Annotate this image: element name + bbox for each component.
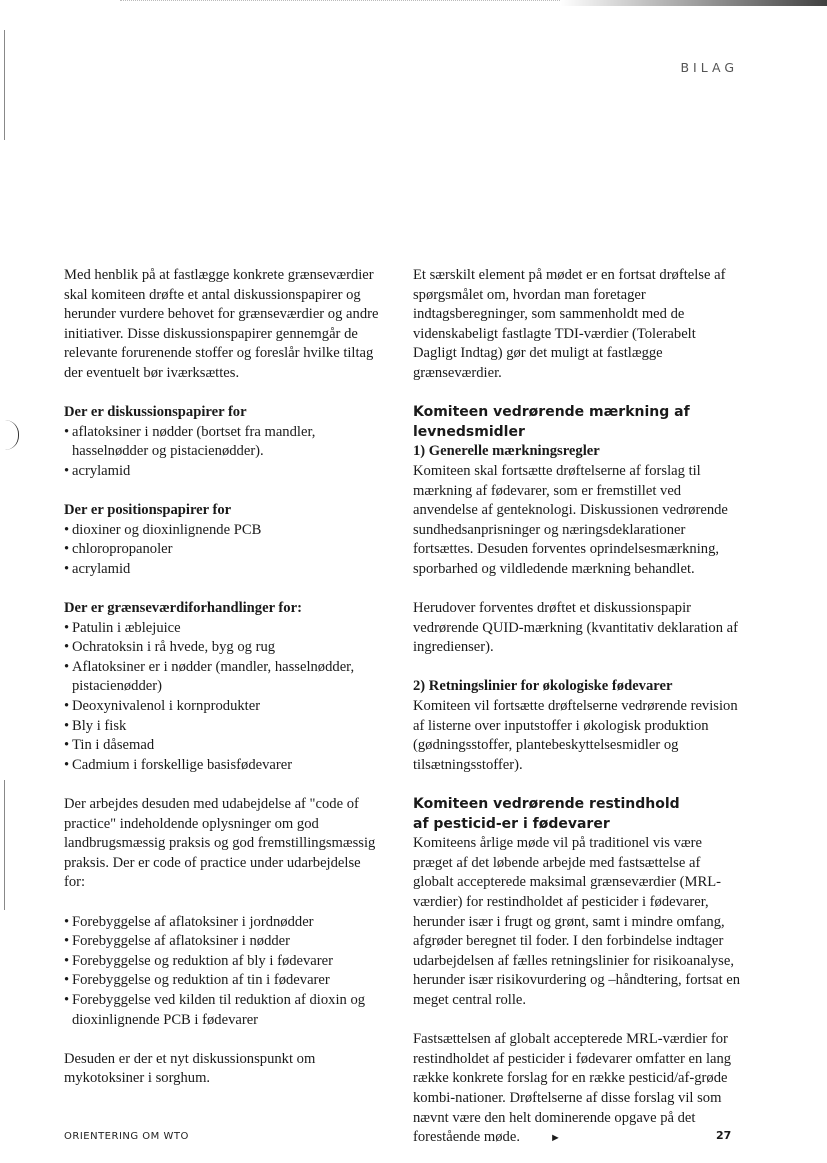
limit-heading: Der er grænseværdiforhandlinger for: bbox=[64, 600, 302, 617]
limit-list bbox=[64, 619, 384, 776]
code-of-practice-paragraph: Der arbejdes desuden med udabejdelse af "code of practice" indeholdende oplysninger om god landbrugsmæssig praksis og god fremstillingsmæssig praksis. Der er code of practice under udarbejdelse for: bbox=[64, 796, 376, 891]
mrl-text: Fastsættelsen af globalt accepterede MRL-værdier for restindholdet af pesticider i fødevarer omfatter en lang række konkrete forslag for en række pesticid/af-grøde kombi-nationer. Drøftelserne af disse forslag vil som nævnt være den helt dominerende opgave på det forestående møde. bbox=[413, 1031, 732, 1146]
intro-paragraph: Et særskilt element på mødet er en fortsat drøftelse af spørgsmålet om, hvordan man foretager indtagsberegninger, som sammenholdt med de videnskabeligt fastlagte TDI-værdier (Tolerabelt Dagligt Indtag) gør det muligt at fastlægge grænseværdier. bbox=[413, 267, 726, 381]
quid-paragraph: Herudover forventes drøftet et diskussionspapir vedrørende QUID-mærkning (kvantitativ deklaration af ingredienser). bbox=[413, 600, 739, 656]
left-column bbox=[64, 266, 384, 1089]
margin-mark bbox=[4, 420, 19, 450]
page-number: 27 bbox=[716, 1129, 732, 1142]
closing-paragraph: Desuden er der et nyt diskussionspunkt om mykotoksiner i sorghum. bbox=[64, 1050, 316, 1087]
residue-heading: Komiteen vedrørende restindhold bbox=[413, 796, 680, 813]
list-item: • Forebyggelse og reduktion af tin i fødevarer bbox=[64, 971, 384, 991]
list-item: • chloropropanoler bbox=[64, 540, 384, 560]
scan-artifact bbox=[560, 0, 827, 6]
residue-heading-line-2: af pesticid-er i fødevarer bbox=[413, 815, 610, 832]
scan-artifact bbox=[120, 0, 560, 4]
footer-publication: ORIENTERING OM WTO bbox=[64, 1131, 189, 1142]
section-label: BILAG bbox=[680, 60, 738, 75]
list-item: • Forebyggelse af aflatoksiner i nødder bbox=[64, 932, 384, 952]
discussion-list bbox=[64, 423, 384, 482]
list-item: • Ochratoksin i rå hvede, byg og rug bbox=[64, 638, 384, 658]
position-heading: Der er positionspapirer for bbox=[64, 502, 232, 519]
binding-edge bbox=[4, 30, 5, 140]
list-item: • aflatoksiner i nødder (bortset fra mandler, hasselnødder og pistacienødder). bbox=[64, 423, 384, 462]
organic-heading: 2) Retningslinier for økologiske fødevarer bbox=[413, 678, 673, 695]
list-item: • Aflatoksiner er i nødder (mandler, hasselnødder, pistacienødder) bbox=[64, 658, 384, 697]
organic-paragraph: Komiteen vil fortsætte drøftelserne vedrørende revision af listerne over inputstoffer i økologisk produktion (gødningsstoffer, plantebeskyttelsesmidler og tilsætningsstoffer). bbox=[413, 698, 738, 773]
intro-paragraph: Med henblik på at fastlægge konkrete grænseværdier skal komiteen drøfte et antal diskussionspapirer og herunder vurdere behovet for grænseværdier og andre initiativer. Disse diskussionspapirer gennemgår de relevante forurenende stoffer og foreslår hvilke tiltag der eventuelt bør iværksættes. bbox=[64, 267, 379, 381]
discussion-heading: Der er diskussionspapirer for bbox=[64, 404, 247, 421]
list-item: • Deoxynivalenol i kornprodukter bbox=[64, 697, 384, 717]
binding-edge bbox=[4, 780, 5, 910]
code-list bbox=[64, 913, 384, 1031]
list-item: • acrylamid bbox=[64, 560, 384, 580]
general-rules-heading: 1) Generelle mærkningsregler bbox=[413, 443, 600, 460]
residue-paragraph: Komiteens årlige møde vil på traditionel vis være præget af det løbende arbejde med fastsættelse af globalt accepterede maksimal grænseværdier (MRL-værdier) for restindholdet af pesticider i fødevarer, herunder især i frugt og grønt, samt i mindre omfang, afgrøder beregnet til foder. I den forbindelse indtager udarbejdelsen af fælles retningslinier for risikoanalyse, herunder især risikovurdering og –håndtering, fortsat en meget central rolle. bbox=[413, 835, 741, 1008]
list-item: • Forebyggelse ved kilden til reduktion af dioxin og dioxinlignende PCB i fødevarer bbox=[64, 991, 384, 1030]
list-item: • dioxiner og dioxinlignende PCB bbox=[64, 521, 384, 541]
list-item: • Tin i dåsemad bbox=[64, 736, 384, 756]
labeling-heading: Komiteen vedrørende mærkning af levnedsmidler bbox=[413, 404, 690, 440]
mrl-paragraph bbox=[413, 1030, 741, 1149]
list-item: • Forebyggelse og reduktion af bly i fødevarer bbox=[64, 952, 384, 972]
list-item: • Forebyggelse af aflatoksiner i jordnødder bbox=[64, 913, 384, 933]
right-column bbox=[413, 266, 741, 1149]
general-rules-paragraph: Komiteen skal fortsætte drøftelserne af forslag til mærkning af fødevarer, som er fremstillet ved anvendelse af genteknologi. Diskussionen vedrørende sundhedsanprisninger og næringsdeklarationer fortsættes. Desuden forventes oprindelsesmærkning, sporbarhed og vildledende mærkning behandlet. bbox=[413, 462, 728, 577]
list-item: • Bly i fisk bbox=[64, 717, 384, 737]
continue-arrow-icon: ► bbox=[549, 1132, 561, 1145]
list-item: • Cadmium i forskellige basisfødevarer bbox=[64, 756, 384, 776]
list-item: • Patulin i æblejuice bbox=[64, 619, 384, 639]
position-list bbox=[64, 521, 384, 580]
list-item: • acrylamid bbox=[64, 462, 384, 482]
